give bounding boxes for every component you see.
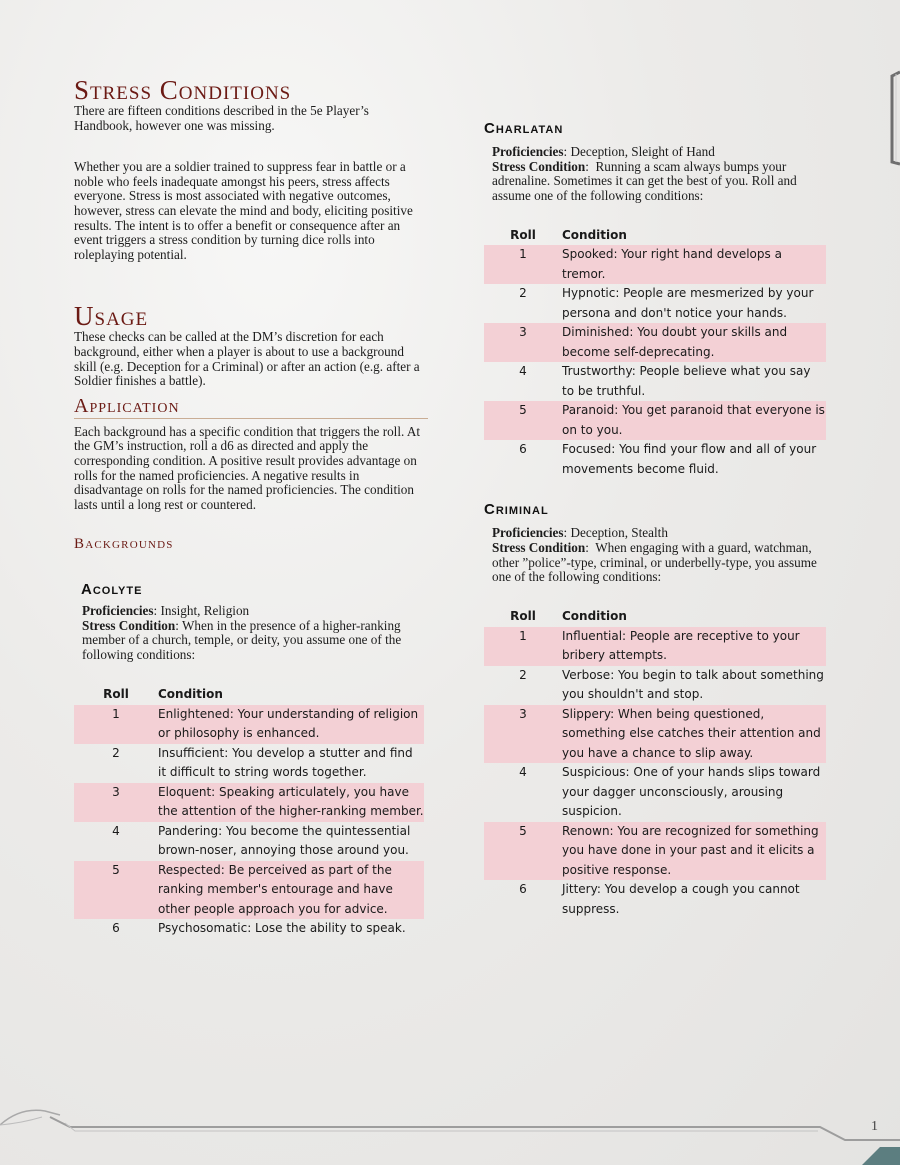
table-row: 6 Jittery: You develop a cough you cannot suppress. — [519, 882, 800, 916]
acolyte-proficiencies: Proficiencies: Insight, Religion — [82, 603, 250, 619]
table-row: 2 Hypnotic: People are mesmerized by your persona and don't notice your hands. — [519, 286, 814, 320]
table-row: 6 Focused: You find your flow and all of your movements become fluid. — [519, 442, 817, 476]
table-row: 1 Enlightened: Your understanding of religion or philosophy is enhanced. — [74, 705, 424, 744]
backgrounds-heading: Backgrounds — [74, 536, 174, 553]
acolyte-stress-condition: Stress Condition: When in the presence of a higher-ranking member of a church, temple, or deity, you assume one of the following conditions: — [82, 617, 402, 663]
table-row: 2 Verbose: You begin to talk about something you shouldn't and stop. — [519, 667, 824, 702]
table-row: 6 Psychosomatic: Lose the ability to speak. — [112, 921, 406, 936]
charlatan-table — [484, 225, 826, 479]
acolyte-heading: Acolyte — [81, 581, 143, 599]
application-heading: Application — [74, 395, 428, 419]
right-column — [484, 120, 828, 919]
criminal-proficiencies: Proficiencies: Deception, Stealth — [492, 525, 668, 541]
table-row: 4 Trustworthy: People believe what you say to be truthful. — [519, 364, 811, 398]
roll-column-header: Roll — [510, 609, 536, 623]
stress-conditions-heading: Stress Conditions — [74, 75, 292, 105]
condition-column-header: Condition — [158, 686, 223, 701]
criminal-stress-condition: Stress Condition: When engaging with a guard, watchman, other ”police”-type, criminal, or underbelly-type, you assume one of the following conditions: — [492, 539, 817, 585]
table-row: 1 Influential: People are receptive to your bribery attempts. — [484, 627, 826, 666]
stress-description-paragraph: Whether you are a soldier trained to suppress fear in battle or a noble who feels inadequate amongst his peers, stress affects everyone. Stress is most associated with negative outcomes, however, stress can elevate the mind and body, eliciting positive results. The intent is to offer a benefit or consequence after an event triggers a stress condition by turning dice rolls into roleplaying potential. — [74, 159, 413, 262]
table-row: 5 Renown: You are recognized for something you have done in your past and it elicits a positive response. — [484, 822, 826, 881]
table-row: 4 Pandering: You become the quintessential brown-noser, annoying those around you. — [112, 823, 411, 858]
application-paragraph: Each background has a specific condition that triggers the roll. At the GM’s instruction, roll a d6 as directed and apply the corresponding condition. A positive result provides advantage on rolls for the named proficiencies. A negative results in disadvantage on rolls for the named proficiencies. The condition lasts until a long rest or countered. — [74, 423, 421, 512]
table-row: 3 Eloquent: Speaking articulately, you have the attention of the higher-ranking member. — [74, 783, 424, 822]
condition-column-header: Condition — [562, 609, 627, 623]
table-row: 5 Paranoid: You get paranoid that everyone is on to you. — [484, 401, 826, 440]
charlatan-stress-condition: Stress Condition: Running a scam always bumps your adrenaline. Sometimes it can get the best of you. Roll and assume one of the following conditions: — [492, 158, 797, 203]
criminal-table — [484, 607, 826, 920]
table-row: 1 Spooked: Your right hand develops a tremor. — [484, 245, 826, 284]
intro-paragraph: There are fifteen conditions described in the 5e Player’s Handbook, however one was missing. — [74, 103, 369, 133]
footer-ornament — [0, 1095, 900, 1165]
condition-column-header: Condition — [562, 227, 627, 242]
charlatan-heading: Charlatan — [484, 120, 564, 137]
page-number: 1 — [871, 1119, 878, 1134]
roll-column-header: Roll — [103, 686, 129, 701]
criminal-block — [484, 501, 828, 919]
table-row: 4 Suspicious: One of your hands slips toward your dagger unconsciously, arousing suspicion. — [519, 765, 821, 819]
roll-column-header: Roll — [510, 227, 536, 242]
charlatan-proficiencies: Proficiencies: Deception, Sleight of Hand — [492, 144, 715, 159]
usage-paragraph: These checks can be called at the DM’s discretion for each background, either when a player is about to use a background skill (e.g. Deception for a Criminal) or after an action (e.g. after a Soldier finishes a battle). — [74, 329, 420, 389]
criminal-heading: Criminal — [484, 501, 549, 519]
table-row: 3 Diminished: You doubt your skills and become self-deprecating. — [484, 323, 826, 362]
table-row: 2 Insufficient: You develop a stutter and find it difficult to string words together. — [112, 745, 413, 780]
page-edge-tab-decoration — [886, 70, 900, 166]
usage-heading: Usage — [74, 301, 149, 332]
table-row: 5 Respected: Be perceived as part of the ranking member's entourage and have other people approach you for advice. — [74, 861, 424, 920]
left-column — [74, 76, 428, 939]
charlatan-block — [484, 120, 828, 479]
acolyte-block — [74, 581, 428, 938]
table-row: 3 Slippery: When being questioned, something else catches their attention and you have a chance to slip away. — [484, 705, 826, 764]
acolyte-table — [74, 685, 424, 939]
